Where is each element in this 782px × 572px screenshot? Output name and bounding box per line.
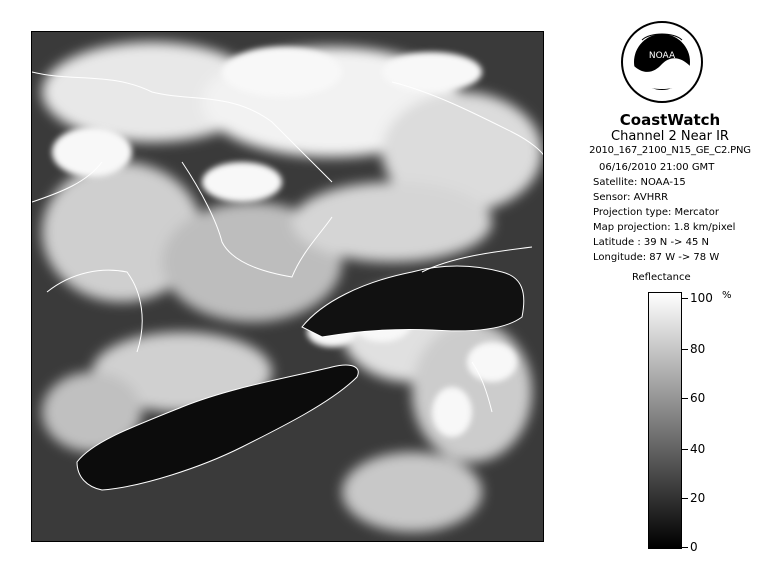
colorbar-tick: [682, 349, 688, 350]
colorbar-tick-label: 0: [690, 540, 698, 554]
meta-map-projection: Map projection: 1.8 km/pixel: [593, 222, 736, 233]
meta-datetime: 06/16/2010 21:00 GMT: [599, 162, 715, 173]
meta-longitude: Longitude: 87 W -> 78 W: [593, 252, 720, 263]
channel-title: Channel 2 Near IR: [611, 129, 729, 144]
noaa-logo-label: NOAA: [648, 51, 676, 61]
colorbar-tick: [682, 547, 688, 548]
colorbar-tick: [682, 498, 688, 499]
satellite-image: [31, 31, 544, 542]
colorbar-title: Reflectance: [632, 272, 691, 283]
file-name: 2010_167_2100_N15_GE_C2.PNG: [589, 145, 751, 156]
meta-projection-type: Projection type: Mercator: [593, 207, 719, 218]
colorbar-tick: [682, 298, 688, 299]
noaa-logo: [620, 20, 704, 104]
metadata-block: [593, 160, 782, 265]
title-block: [560, 112, 780, 158]
colorbar-tick: [682, 449, 688, 450]
reflectance-colorbar: [648, 292, 682, 549]
meta-satellite: Satellite: NOAA-15: [593, 177, 686, 188]
colorbar-tick-label: 20: [690, 491, 706, 505]
colorbar-tick-label: 60: [690, 391, 706, 405]
colorbar-tick-label: 100: [690, 291, 713, 305]
satellite-scene: [32, 32, 544, 542]
colorbar-tick-label: 40: [690, 442, 706, 456]
colorbar-tick: [682, 398, 688, 399]
noaa-emblem-icon: [620, 20, 704, 104]
colorbar-tick-label: 80: [690, 342, 706, 356]
meta-latitude: Latitude : 39 N -> 45 N: [593, 237, 709, 248]
brand-title: CoastWatch: [619, 111, 721, 129]
meta-sensor: Sensor: AVHRR: [593, 192, 669, 203]
colorbar-unit: %: [722, 290, 732, 301]
